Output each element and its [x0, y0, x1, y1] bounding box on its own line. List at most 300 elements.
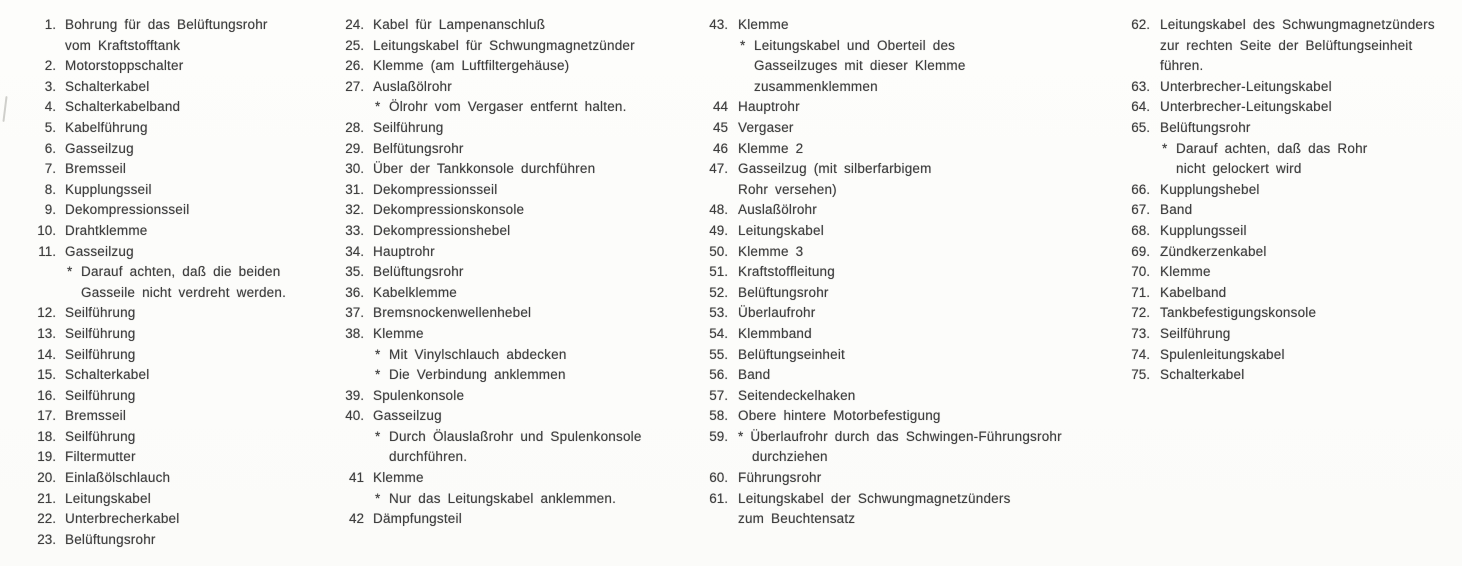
list-item [694, 15, 1118, 97]
item-text [65, 509, 179, 530]
item-label: Kabel für Lampenanschluß [373, 17, 546, 32]
item-text [65, 345, 136, 366]
item-number: 59. [709, 428, 728, 444]
item-number: 54. [709, 325, 728, 341]
item-text [1160, 262, 1211, 283]
item-label: Seilführung [65, 428, 136, 444]
list-item [1114, 221, 1460, 242]
item-text [65, 56, 183, 77]
item-label: Über der Tankkonsole durchführen [373, 161, 596, 177]
item-text [1160, 242, 1267, 263]
item-number: 33. [345, 222, 364, 238]
item-text [1160, 15, 1435, 77]
legend-column-4 [1114, 15, 1460, 386]
item-label: Kabelklemme [373, 284, 457, 300]
item-text [65, 221, 147, 242]
item-number: 26. [345, 58, 364, 74]
item-number: 52. [709, 284, 728, 300]
list-item [332, 159, 690, 180]
list-item [24, 118, 330, 139]
item-label: Gasseilzug [373, 408, 442, 424]
item-text [373, 56, 569, 77]
item-label: Leitungskabel der Schwungmagnetzünders [738, 490, 1011, 506]
item-text [738, 324, 812, 345]
note-line: Mit Vinylschlauch abdecken [389, 346, 567, 362]
item-label-continuation: Rohr versehen) [738, 181, 837, 197]
item-number: 43. [709, 17, 728, 32]
item-number: 28. [345, 119, 364, 135]
item-number: 37. [345, 305, 364, 321]
item-label: Drahtklemme [65, 222, 148, 238]
list-item [24, 406, 330, 427]
item-number: 53. [709, 305, 728, 321]
item-label: Seilführung [65, 325, 136, 341]
list-item [694, 118, 1118, 139]
list-item [694, 427, 1118, 468]
item-number: 46 [712, 140, 728, 156]
item-label: Spulenleitungskabel [1160, 346, 1285, 362]
item-label: Auslaßölrohr [373, 78, 452, 94]
item-text [1160, 200, 1192, 221]
asterisk-bullet-icon: * [375, 490, 381, 506]
item-label: Schalterkabel [65, 78, 150, 94]
item-label: Klemmband [738, 325, 812, 341]
item-number: 61. [709, 490, 728, 506]
item-note [373, 345, 567, 366]
item-label: Filtermutter [65, 449, 136, 465]
item-label: Kabelführung [65, 119, 148, 135]
list-item [24, 200, 330, 221]
item-label: Dekompressionsseil [373, 181, 498, 197]
list-item [24, 489, 330, 510]
item-label: Klemme 3 [738, 243, 804, 259]
list-item [694, 489, 1118, 530]
item-text [738, 468, 821, 489]
item-text [1160, 97, 1332, 118]
item-label: Dämpfungsteil [373, 511, 462, 527]
item-number: 72. [1131, 305, 1150, 321]
item-text [738, 489, 1011, 530]
note-line: Gasseile nicht verdreht werden. [81, 284, 287, 300]
item-label: Belüftungsrohr [1160, 119, 1251, 135]
item-text [373, 36, 635, 57]
asterisk-bullet-icon: * [740, 37, 746, 53]
item-label: Einlaßölschlauch [65, 470, 171, 486]
item-number: 19. [37, 449, 56, 465]
item-number: 68. [1131, 222, 1150, 238]
item-number: 75. [1131, 367, 1150, 383]
item-label: Gasseilzug [65, 140, 134, 156]
item-number: 49. [709, 222, 728, 238]
legend-column-1 [24, 15, 330, 550]
item-number: 21. [37, 490, 56, 506]
item-number: 2. [44, 58, 56, 74]
item-number: 1. [44, 17, 56, 32]
item-number: 36. [345, 284, 364, 300]
item-text [65, 97, 180, 118]
note-text [387, 365, 566, 386]
item-text [65, 242, 286, 304]
item-text [738, 200, 817, 221]
item-label: Seilführung [65, 387, 136, 403]
scan-artifact [2, 96, 7, 122]
list-item [332, 386, 690, 407]
item-label: Klemme [373, 325, 424, 341]
list-item [24, 159, 330, 180]
legend-column-2 [332, 15, 690, 530]
item-number: 31. [345, 181, 364, 197]
item-label: Seilführung [373, 119, 444, 135]
list-item [694, 200, 1118, 221]
item-label: Kraftstoffleitung [738, 264, 835, 280]
list-item [24, 427, 330, 448]
item-label: Führungsrohr [738, 470, 822, 486]
item-number: 9. [44, 202, 56, 218]
item-number: 14. [37, 346, 56, 362]
item-number: 58. [709, 408, 728, 424]
item-number: 16. [37, 387, 56, 403]
list-item [332, 242, 690, 263]
list-item [694, 386, 1118, 407]
item-label: Auslaßölrohr [738, 202, 817, 218]
item-label: Seilführung [65, 346, 136, 362]
item-label-continuation: zur rechten Seite der Belüftungseinheit [1160, 37, 1413, 53]
item-number: 25. [345, 37, 364, 53]
item-label: Motorstoppschalter [65, 58, 184, 74]
item-text [373, 180, 497, 201]
item-number: 18. [37, 428, 56, 444]
item-label: Schalterkabel [65, 367, 150, 383]
note-line: nicht gelockert wird [1176, 161, 1302, 177]
item-number: 32. [345, 202, 364, 218]
item-label: Gasseilzug [65, 243, 134, 259]
item-label: Bohrung für das Belüftungsrohr [65, 17, 268, 32]
list-item [694, 221, 1118, 242]
note-line: Die Verbindung anklemmen [389, 367, 566, 383]
list-item [332, 139, 690, 160]
item-number: 38. [345, 325, 364, 341]
item-text [1160, 180, 1260, 201]
item-number: 27. [345, 78, 364, 94]
item-number: 55. [709, 346, 728, 362]
list-item [24, 97, 330, 118]
item-text [373, 386, 464, 407]
asterisk-bullet-icon: * [375, 346, 381, 362]
list-item [24, 324, 330, 345]
item-number: 15. [37, 367, 56, 383]
item-number: 45 [712, 119, 728, 135]
note-line: durchführen. [389, 449, 468, 465]
item-label: Klemme [738, 17, 789, 32]
item-label: Klemme 2 [738, 140, 804, 156]
item-number: 66. [1131, 181, 1150, 197]
item-label: * Überlaufrohr durch das Schwingen-Führungsrohr [738, 428, 1062, 444]
item-text [65, 447, 136, 468]
item-label: Belüftungseinheit [738, 346, 845, 362]
item-number: 23. [37, 531, 56, 547]
list-item [694, 159, 1118, 200]
item-text [738, 427, 1062, 468]
item-note [65, 262, 286, 303]
list-item [1114, 180, 1460, 201]
item-text [373, 159, 595, 180]
item-text [738, 97, 800, 118]
item-note [1160, 139, 1368, 180]
item-label: Obere hintere Motorbefestigung [738, 408, 941, 424]
item-text [738, 242, 803, 263]
item-number: 73. [1131, 325, 1150, 341]
item-text [738, 139, 803, 160]
item-text [1160, 77, 1332, 98]
item-label: Gasseilzug (mit silberfarbigem [738, 161, 932, 177]
item-number: 69. [1131, 243, 1150, 259]
item-text [1160, 365, 1244, 386]
item-text [1160, 345, 1285, 366]
note-line: zusammenklemmen [754, 78, 878, 94]
item-text [1160, 303, 1316, 324]
list-item [694, 468, 1118, 489]
item-label: Überlaufrohr [738, 305, 816, 321]
item-label: Hauptrohr [373, 243, 435, 259]
list-item [1114, 97, 1460, 118]
note-line: Ölrohr vom Vergaser entfernt halten. [389, 99, 627, 115]
list-item [332, 56, 690, 77]
list-item [1114, 77, 1460, 98]
list-item [332, 221, 690, 242]
list-item [24, 447, 330, 468]
item-label: Belüftungsrohr [65, 531, 156, 547]
asterisk-bullet-icon: * [375, 367, 381, 383]
note-line: Durch Ölauslaßrohr und Spulenkonsole [389, 428, 642, 444]
item-label: Klemme [373, 470, 424, 486]
item-text [65, 15, 268, 56]
list-item [694, 242, 1118, 263]
note-line: Leitungskabel und Oberteil des [754, 37, 956, 53]
item-text [738, 406, 941, 427]
list-item [24, 468, 330, 489]
item-label: Bremsseil [65, 161, 127, 177]
item-text [65, 365, 149, 386]
item-text [373, 509, 462, 530]
item-number: 48. [709, 202, 728, 218]
item-text [65, 468, 170, 489]
list-item [1114, 242, 1460, 263]
item-label-continuation: vom Kraftstofftank [65, 37, 181, 53]
item-text [738, 221, 824, 242]
item-text [65, 200, 189, 221]
list-item [24, 345, 330, 366]
item-number: 60. [709, 470, 728, 486]
list-item [24, 242, 330, 304]
note-text [1174, 139, 1368, 180]
item-number: 65. [1131, 119, 1150, 135]
list-item [694, 139, 1118, 160]
item-number: 44 [712, 99, 728, 115]
list-item [332, 509, 690, 530]
item-text [373, 242, 435, 263]
item-text [1160, 118, 1368, 180]
list-item [24, 180, 330, 201]
list-item [24, 221, 330, 242]
item-text [373, 221, 510, 242]
list-item [694, 283, 1118, 304]
item-label: Klemme (am Luftfiltergehäuse) [373, 58, 570, 74]
item-text [373, 303, 531, 324]
item-label: Unterbrecher-Leitungskabel [1160, 99, 1332, 115]
asterisk-bullet-icon: * [1162, 140, 1168, 156]
item-label: Belfütungsrohr [373, 140, 464, 156]
list-item [24, 15, 330, 56]
item-number: 40. [345, 408, 364, 424]
item-number: 62. [1131, 17, 1150, 32]
item-number: 51. [709, 264, 728, 280]
item-text [738, 15, 966, 97]
item-label: Leitungskabel [65, 490, 151, 506]
list-item [1114, 262, 1460, 283]
note-line: Gasseilzuges mit dieser Klemme [754, 58, 966, 74]
item-note [373, 427, 642, 468]
list-item [24, 365, 330, 386]
item-number: 30. [345, 161, 364, 177]
item-text [373, 139, 464, 160]
item-label: Kupplungshebel [1160, 181, 1260, 197]
item-text [65, 324, 136, 345]
item-label: Bremsseil [65, 408, 127, 424]
item-label-continuation: führen. [1160, 58, 1204, 74]
item-label: Belüftungsrohr [738, 284, 829, 300]
item-text [373, 406, 642, 468]
item-number: 13. [37, 325, 56, 341]
item-label-continuation: zum Beuchtensatz [738, 511, 856, 527]
item-label: Seilführung [1160, 325, 1231, 341]
item-text [373, 283, 457, 304]
item-label: Band [1160, 202, 1193, 218]
list-item [332, 15, 690, 36]
item-text [65, 530, 156, 551]
item-number: 5. [44, 119, 56, 135]
note-line: Nur das Leitungskabel anklemmen. [389, 490, 617, 506]
item-note [373, 365, 567, 386]
list-item [694, 365, 1118, 386]
item-label: Zündkerzenkabel [1160, 243, 1267, 259]
list-item [1114, 200, 1460, 221]
list-item [24, 139, 330, 160]
item-text [1160, 221, 1247, 242]
item-number: 67. [1131, 202, 1150, 218]
item-text [373, 118, 444, 139]
list-item [332, 283, 690, 304]
item-number: 3. [44, 78, 56, 94]
item-number: 42 [348, 511, 364, 527]
item-number: 70. [1131, 264, 1150, 280]
item-label: Seitendeckelhaken [738, 387, 856, 403]
item-label: Dekompressionskonsole [373, 202, 525, 218]
item-label: Spulenkonsole [373, 387, 465, 403]
item-label: Hauptrohr [738, 99, 800, 115]
list-item [24, 386, 330, 407]
legend-column-3 [694, 15, 1118, 530]
item-text [373, 262, 464, 283]
item-text [65, 386, 136, 407]
list-item [332, 468, 690, 509]
item-number: 10. [37, 222, 56, 238]
item-label: Kabelband [1160, 284, 1227, 300]
list-item [1114, 15, 1460, 77]
item-label: Dekompressionshebel [373, 222, 511, 238]
item-text [65, 118, 148, 139]
item-number: 35. [345, 264, 364, 280]
item-number: 41 [348, 470, 364, 486]
item-number: 56. [709, 367, 728, 383]
item-number: 74. [1131, 346, 1150, 362]
item-text [373, 77, 627, 118]
item-label: Klemme [1160, 264, 1211, 280]
item-label-continuation: durchziehen [752, 449, 828, 465]
item-number: 34. [345, 243, 364, 259]
note-text [79, 262, 286, 303]
list-item [694, 406, 1118, 427]
note-line: Darauf achten, daß die beiden [81, 264, 281, 280]
item-note [738, 36, 966, 98]
item-number: 11. [38, 243, 56, 259]
item-number: 17. [37, 408, 56, 424]
item-number: 20. [37, 470, 56, 486]
list-item [332, 303, 690, 324]
item-number: 7. [44, 161, 56, 177]
item-text [65, 77, 149, 98]
item-text [65, 427, 136, 448]
item-number: 50. [709, 243, 728, 259]
list-item [1114, 303, 1460, 324]
item-text [65, 303, 136, 324]
list-item [694, 345, 1118, 366]
item-text [1160, 283, 1226, 304]
item-note [373, 489, 616, 510]
item-text [738, 386, 855, 407]
item-number: 71. [1131, 284, 1150, 300]
item-label: Dekompressionsseil [65, 202, 190, 218]
list-item [24, 56, 330, 77]
item-number: 22. [37, 511, 56, 527]
item-text [65, 139, 134, 160]
item-number: 39. [345, 387, 364, 403]
item-number: 63. [1131, 78, 1150, 94]
item-note [373, 97, 627, 118]
item-text [373, 324, 567, 386]
list-item [1114, 324, 1460, 345]
list-item [332, 406, 690, 468]
note-text [387, 345, 567, 366]
item-text [65, 489, 151, 510]
item-text [738, 283, 829, 304]
list-item [332, 262, 690, 283]
item-label: Unterbrecherkabel [65, 511, 180, 527]
list-item [24, 509, 330, 530]
list-item [24, 530, 330, 551]
item-text [738, 365, 770, 386]
item-number: 4. [44, 99, 56, 115]
item-text [65, 180, 152, 201]
item-number: 8. [44, 181, 56, 197]
item-label: Vergaser [738, 119, 794, 135]
asterisk-bullet-icon: * [375, 428, 381, 444]
list-item [1114, 118, 1460, 180]
item-number: 29. [345, 140, 364, 156]
list-item [694, 324, 1118, 345]
item-number: 64. [1131, 99, 1150, 115]
item-text [373, 200, 524, 221]
item-text [1160, 324, 1231, 345]
